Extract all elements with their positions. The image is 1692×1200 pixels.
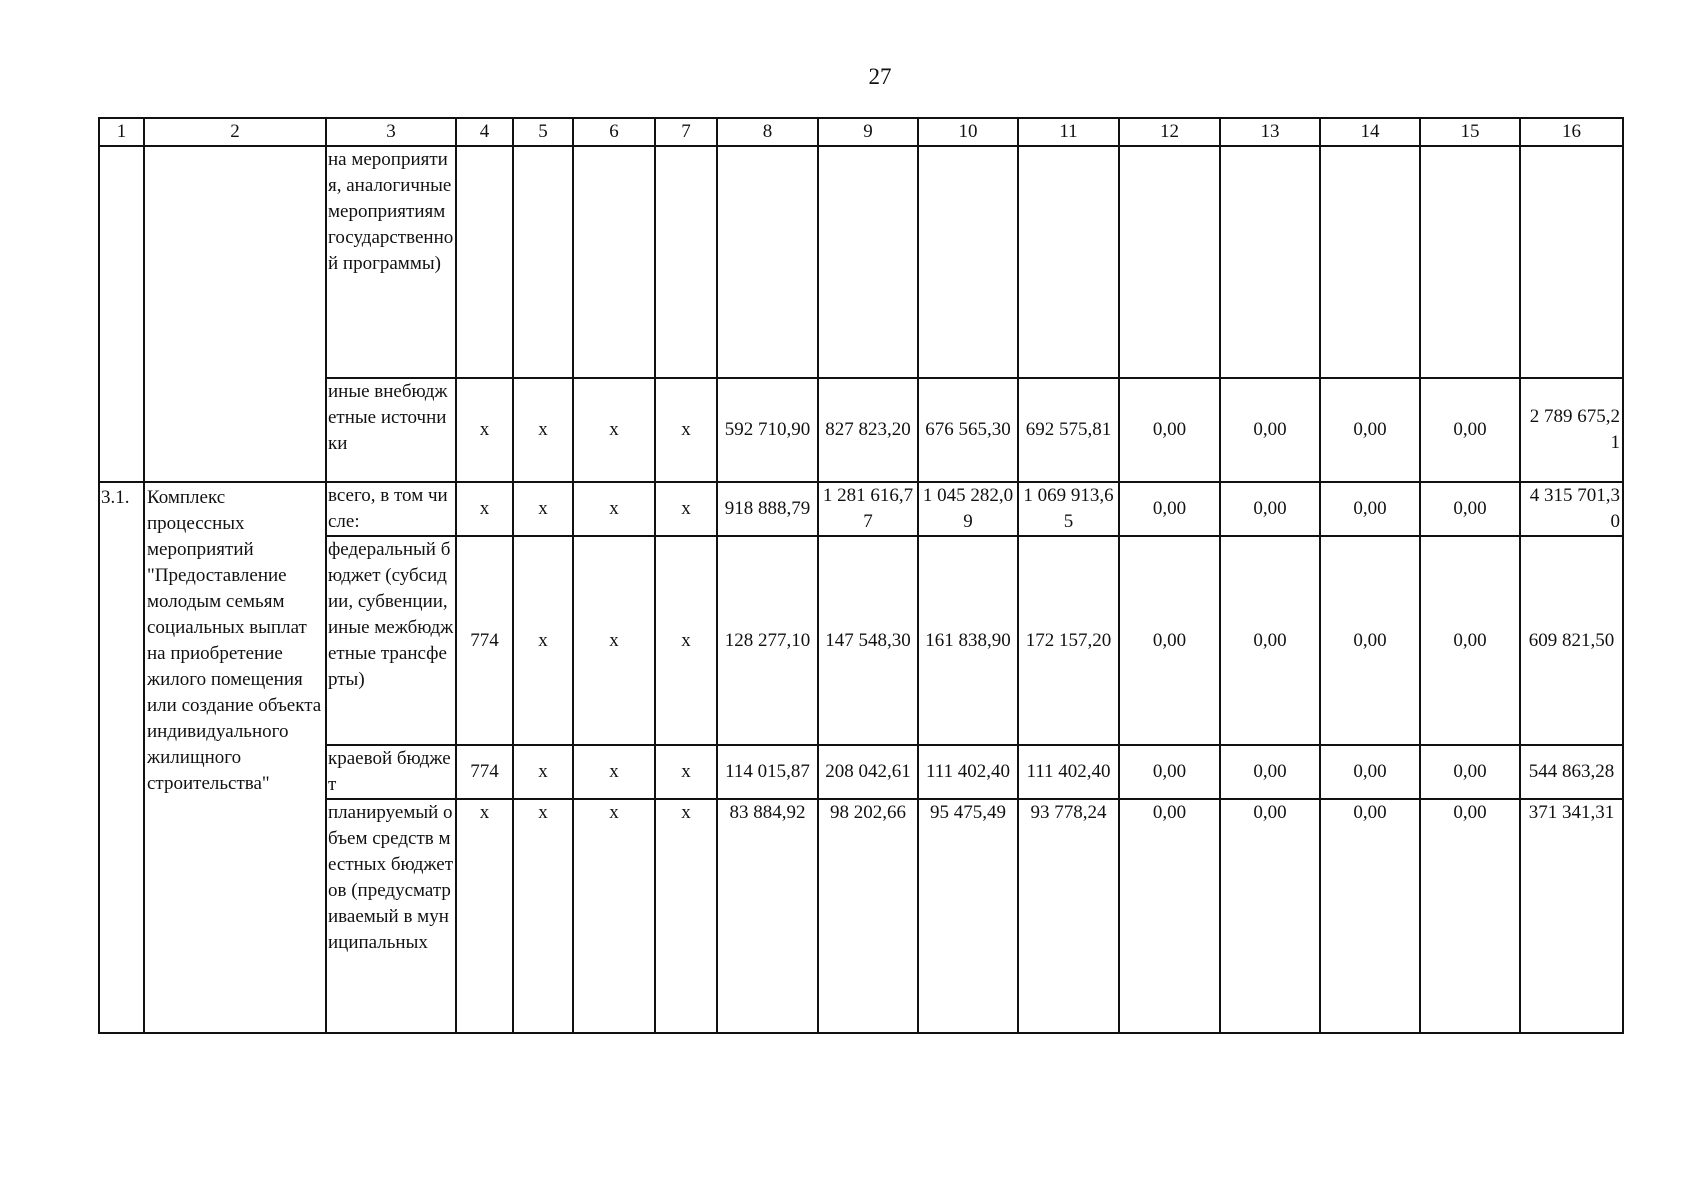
cell: [717, 146, 818, 378]
amount-cell: 1 069 913,65: [1018, 482, 1119, 536]
amount-cell: 4 315 701,30: [1520, 482, 1623, 536]
amount-cell: 0,00: [1119, 745, 1220, 799]
amount-cell: 0,00: [1320, 536, 1420, 745]
table-row: [99, 146, 1623, 378]
activity-name: Комплекс процессных мероприятий "Предоставление молодым семьям социальных выплат на приобретение жилого помещения или создание объекта индивидуального жилищного строительства": [144, 482, 326, 1033]
column-header: 10: [918, 118, 1018, 146]
cell: x: [655, 799, 717, 1033]
cell: x: [655, 482, 717, 536]
amount-cell: 128 277,10: [717, 536, 818, 745]
row-index: 3.1.: [99, 482, 144, 1033]
column-header: 12: [1119, 118, 1220, 146]
cell: [99, 146, 144, 482]
amount-cell: 1 281 616,77: [818, 482, 918, 536]
amount-cell: 371 341,31: [1520, 799, 1623, 1033]
column-header: 4: [456, 118, 513, 146]
cell: [655, 146, 717, 378]
amount-cell: 0,00: [1220, 378, 1320, 482]
column-header: 1: [99, 118, 144, 146]
amount-cell: 0,00: [1320, 482, 1420, 536]
cell: 774: [456, 536, 513, 745]
amount-cell: 0,00: [1119, 482, 1220, 536]
table-row: [99, 536, 1623, 745]
cell: x: [573, 482, 655, 536]
cell: x: [513, 536, 573, 745]
cell: x: [513, 378, 573, 482]
column-header: 14: [1320, 118, 1420, 146]
amount-cell: 0,00: [1320, 799, 1420, 1033]
amount-cell: 609 821,50: [1520, 536, 1623, 745]
amount-cell: 0,00: [1119, 799, 1220, 1033]
cell: x: [573, 745, 655, 799]
amount-cell: 83 884,92: [717, 799, 818, 1033]
cell: x: [456, 482, 513, 536]
column-header: 2: [144, 118, 326, 146]
amount-cell: 161 838,90: [918, 536, 1018, 745]
cell: x: [655, 745, 717, 799]
amount-cell: 0,00: [1220, 482, 1320, 536]
amount-cell: 0,00: [1119, 378, 1220, 482]
amount-cell: 918 888,79: [717, 482, 818, 536]
cell: [513, 146, 573, 378]
cell: [1119, 146, 1220, 378]
cell: x: [573, 378, 655, 482]
amount-cell: 827 823,20: [818, 378, 918, 482]
budget-table: [98, 117, 1624, 1034]
amount-cell: 208 042,61: [818, 745, 918, 799]
amount-cell: 111 402,40: [1018, 745, 1119, 799]
column-header: 5: [513, 118, 573, 146]
column-header: 6: [573, 118, 655, 146]
cell: [144, 146, 326, 482]
cell: [573, 146, 655, 378]
cell: x: [573, 536, 655, 745]
amount-cell: 692 575,81: [1018, 378, 1119, 482]
amount-cell: 0,00: [1220, 799, 1320, 1033]
funding-source-label: краевой бюджет: [326, 745, 456, 799]
cell: x: [513, 799, 573, 1033]
amount-cell: 93 778,24: [1018, 799, 1119, 1033]
amount-cell: 0,00: [1320, 378, 1420, 482]
amount-cell: 0,00: [1320, 745, 1420, 799]
amount-cell: 0,00: [1420, 482, 1520, 536]
amount-cell: 2 789 675,21: [1520, 378, 1623, 482]
column-header: 7: [655, 118, 717, 146]
funding-source-label: федеральный бюджет (субсидии, субвенции, иные межбюджетные трансферты): [326, 536, 456, 745]
column-header: 8: [717, 118, 818, 146]
cell: x: [655, 378, 717, 482]
cell: [1420, 146, 1520, 378]
cell: x: [456, 799, 513, 1033]
table-row: [99, 482, 1623, 536]
table-row: [99, 799, 1623, 1033]
cell: x: [456, 378, 513, 482]
funding-source-label: планируемый объем средств местных бюджетов (предусматриваемый в муниципальных: [326, 799, 456, 1033]
amount-cell: 0,00: [1420, 799, 1520, 1033]
column-header: 15: [1420, 118, 1520, 146]
cell: x: [573, 799, 655, 1033]
cell: x: [655, 536, 717, 745]
amount-cell: 676 565,30: [918, 378, 1018, 482]
column-header: 11: [1018, 118, 1119, 146]
cell: [818, 146, 918, 378]
column-header: 9: [818, 118, 918, 146]
cell: [918, 146, 1018, 378]
amount-cell: 592 710,90: [717, 378, 818, 482]
cell: [1220, 146, 1320, 378]
cell: [1320, 146, 1420, 378]
column-header: 3: [326, 118, 456, 146]
funding-source-label: на мероприятия, аналогичные мероприятиям государственной программы): [326, 146, 456, 378]
cell: [456, 146, 513, 378]
amount-cell: 0,00: [1420, 745, 1520, 799]
funding-source-label: иные внебюджетные источники: [326, 378, 456, 482]
cell: x: [513, 482, 573, 536]
amount-cell: 95 475,49: [918, 799, 1018, 1033]
header-row: [99, 118, 1623, 146]
amount-cell: 0,00: [1420, 378, 1520, 482]
table-row: [99, 378, 1623, 482]
amount-cell: 1 045 282,09: [918, 482, 1018, 536]
cell: 774: [456, 745, 513, 799]
cell: [1018, 146, 1119, 378]
funding-source-label: всего, в том числе:: [326, 482, 456, 536]
page-number: 27: [868, 64, 892, 89]
amount-cell: 0,00: [1220, 745, 1320, 799]
column-header: 13: [1220, 118, 1320, 146]
amount-cell: 114 015,87: [717, 745, 818, 799]
amount-cell: 172 157,20: [1018, 536, 1119, 745]
amount-cell: 98 202,66: [818, 799, 918, 1033]
amount-cell: 111 402,40: [918, 745, 1018, 799]
amount-cell: 0,00: [1119, 536, 1220, 745]
amount-cell: 544 863,28: [1520, 745, 1623, 799]
column-header: 16: [1520, 118, 1623, 146]
cell: [1520, 146, 1623, 378]
amount-cell: 0,00: [1420, 536, 1520, 745]
amount-cell: 0,00: [1220, 536, 1320, 745]
cell: x: [513, 745, 573, 799]
table-row: [99, 745, 1623, 799]
amount-cell: 147 548,30: [818, 536, 918, 745]
